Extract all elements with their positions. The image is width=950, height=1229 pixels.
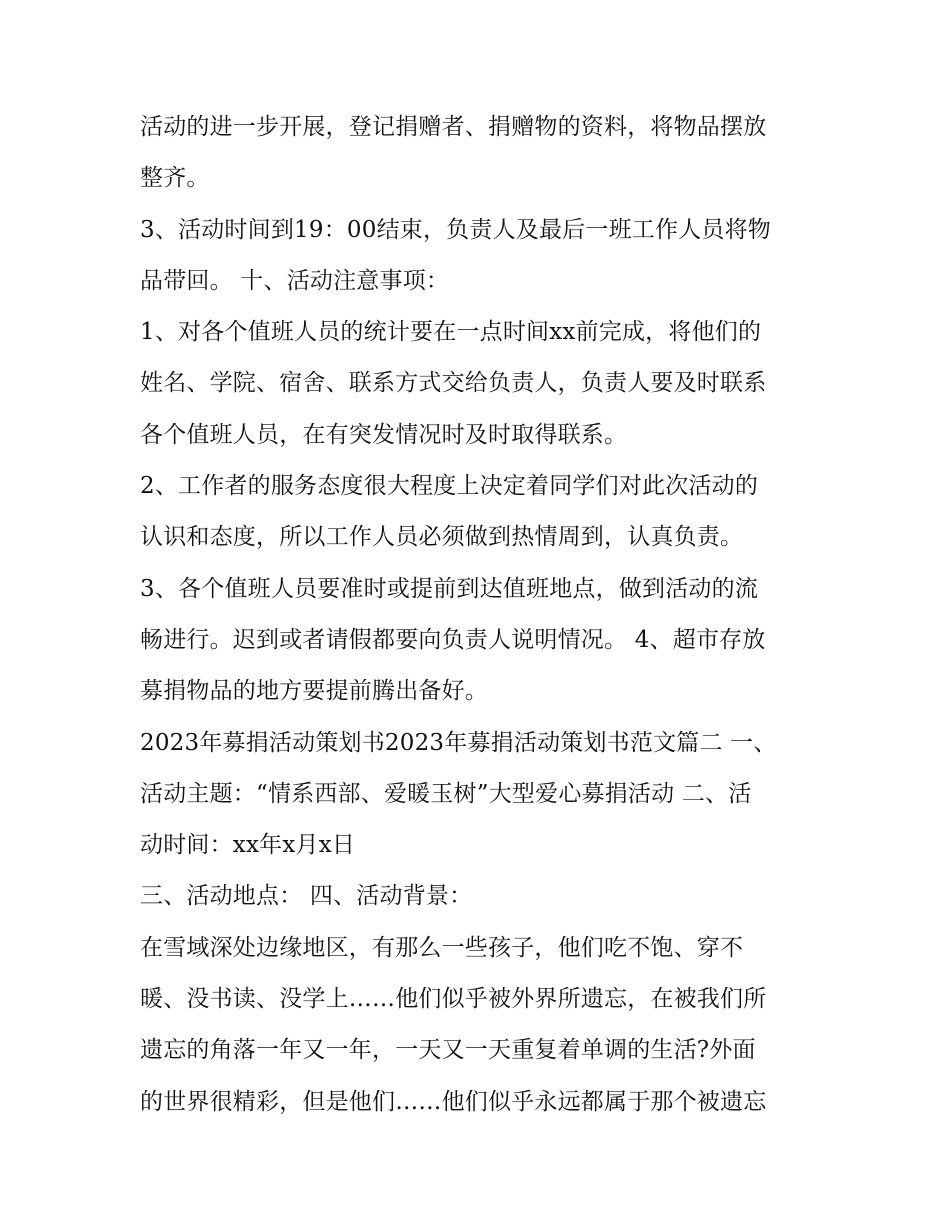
text-line: 暖、没书读、没学上……他们似乎被外界所遗忘，在被我们所 <box>140 986 767 1013</box>
text-line: 在雪域深处边缘地区，有那么一些孩子，他们吃不饱、穿不 <box>140 934 744 961</box>
text-line: 动时间：xx年x月x日 <box>140 832 356 859</box>
text-line: 1、对各个值班人员的统计要在一点时间xx前完成，将他们的 <box>140 319 762 346</box>
text-line: 的世界很精彩，但是他们……他们似乎永远都属于那个被遗忘 <box>140 1088 767 1115</box>
text-line: 各个值班人员，在有突发情况时及时取得联系。 <box>140 421 628 448</box>
text-line: 3、各个值班人员要准时或提前到达值班地点，做到活动的流 <box>140 575 759 602</box>
text-line: 遗忘的角落一年又一年，一天又一天重复着单调的生活?外面 <box>140 1037 756 1064</box>
text-line: 活动的进一步开展，登记捐赠者、捐赠物的资料，将物品摆放 <box>140 114 767 140</box>
text-line: 姓名、学院、宿舍、联系方式交给负责人，负责人要及时联系 <box>140 370 767 397</box>
text-line: 活动主题：“情系西部、爱暖玉树”大型爱心募捐活动 二、活 <box>140 780 752 807</box>
document-body <box>140 102 820 1128</box>
text-line: 整齐。 <box>140 165 210 192</box>
text-line: 2023年募捐活动策划书2023年募捐活动策划书范文篇二 一、 <box>140 729 777 756</box>
text-line: 三、活动地点： 四、活动背景： <box>140 883 473 910</box>
text-line: 认识和态度，所以工作人员必须做到热情周到，认真负责。 <box>140 524 744 551</box>
text-line: 募捐物品的地方要提前腾出备好。 <box>140 678 488 705</box>
text-line: 品带回。 十、活动注意事项： <box>140 267 450 294</box>
text-line: 2、工作者的服务态度很大程度上决定着同学们对此次活动的 <box>140 473 759 500</box>
text-line: 3、活动时间到19：00结束，负责人及最后一班工作人员将物 <box>140 216 771 243</box>
text-line: 畅进行。迟到或者请假都要向负责人说明情况。 4、超市存放 <box>140 626 766 653</box>
